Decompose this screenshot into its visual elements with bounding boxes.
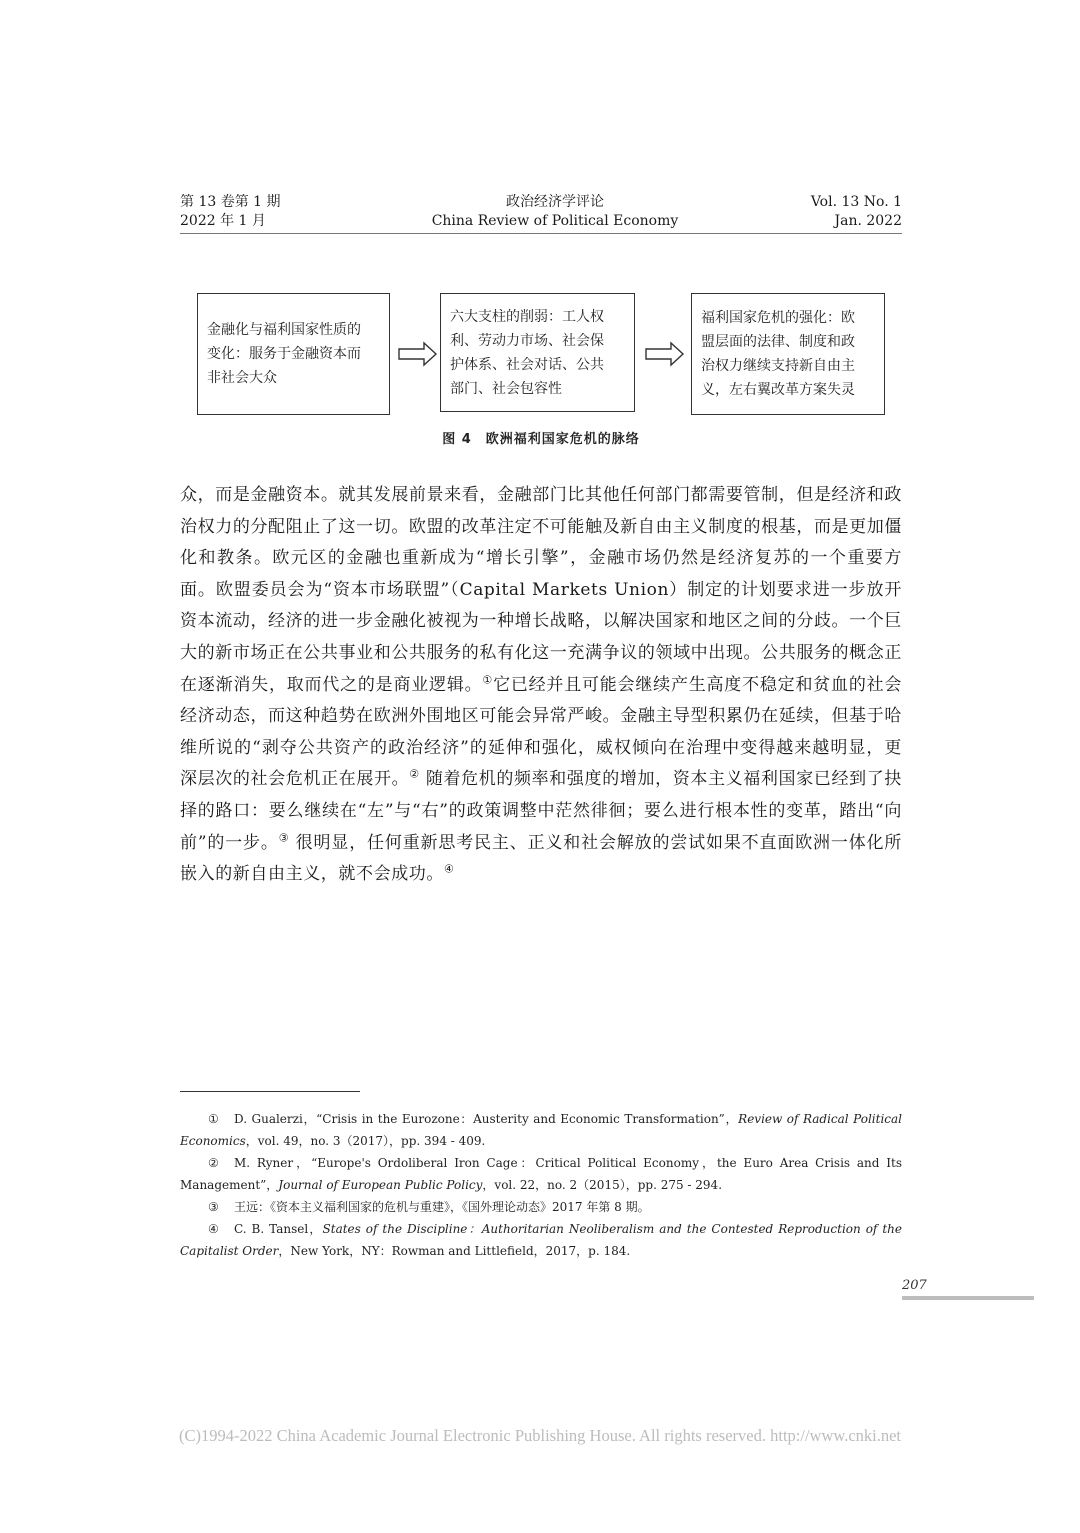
figure-caption: 图 4 欧洲福利国家危机的脉络: [442, 432, 640, 447]
footnote-text: D. Gualerzi，“Crisis in the Eurozone：Austerity and Economic Transformation”，: [234, 1112, 739, 1126]
footnote-ref-3[interactable]: ③: [278, 830, 290, 844]
footnote-2: [180, 1152, 902, 1196]
footnote-journal: Journal of European Public Policy: [278, 1178, 483, 1192]
figure-box-1-line: 非社会大众: [207, 370, 277, 386]
footnote-mark: ①: [208, 1112, 219, 1126]
footnote-text: 王远：《资本主义福利国家的危机与重建》，《国外理论动态》2017 年第 8 期。: [234, 1200, 650, 1214]
figure-box-2-line: 六大支柱的削弱：工人权: [450, 308, 604, 325]
figure-box-2-line: 护体系、社会对话、公共: [450, 356, 604, 373]
body-text: 众，而是金融资本。就其发展前景来看，金融部门比其他任何部门都需要管制，但是经济和政治权力的分配阻止了这一切。欧盟的改革注定不可能触及新自由主义制度的根基，而是更加僵化和教条。欧元区的金融也重新成为“增长引擎”，金融市场仍然是经济复苏的一个重要方面。欧盟委员会为“资本市场联盟”（Capital Markets Union）制定的计划要求进一步放开资本流动，经济的进一步金融化被视为一种增长战略，以解决国家和地区之间的分歧。一个巨大的新市场正在公共事业和公共服务的私有化这一充满争议的领域中出现。公共服务的概念正在逐渐消失，取而代之的是商业逻辑。: [180, 485, 902, 695]
journal-issue-en: [811, 193, 902, 231]
figure-box-1-line: 金融化与福利国家性质的: [207, 322, 361, 338]
footnote-text: C. B. Tansel，: [234, 1222, 323, 1236]
journal-title: [390, 193, 720, 231]
figure-box-3-line: 福利国家危机的强化：欧: [701, 310, 855, 326]
double-outline-arrow-right-icon: [645, 341, 685, 367]
issue-date: 2022 年 1 月: [180, 213, 266, 229]
page-number-rule: [902, 1296, 1034, 1300]
body-text: 它已经并且可能会继续产生高度不稳定和贫血的社会经济动态，而这种趋势在欧洲外围地区可能会异常严峻。金融主导型积累仍在延续，但基于哈维所说的“剥夺公共资产的政治经济”的延伸和强化，威权倾向在治理中变得越来越明显，更深层次的社会危机正在展开。: [180, 674, 902, 790]
footnote-ref-1[interactable]: ①: [482, 672, 494, 686]
body-paragraph: [180, 480, 902, 891]
copyright-notice: (C)1994-2022 China Academic Journal Electronic Publishing House. All rights reserved. http://www.cnki.net: [178, 1426, 902, 1445]
figure-box-3-line: 盟层面的法律、制度和政: [701, 334, 855, 350]
body-text: 随着危机的频率和强度的增加，资本主义福利国家已经到了抉择的路口：要么继续在“左”与“右”的政策调整中茫然徘徊；要么进行根本性的变革，踏出“向前”的一步。: [180, 769, 902, 853]
footnote-mark: ③: [208, 1200, 219, 1214]
footnote-ref-4[interactable]: ④: [444, 862, 455, 876]
figure-box-2-line: 利、劳动力市场、社会保: [450, 332, 604, 349]
footnote-text: ，vol. 22，no. 2（2015），pp. 275 - 294.: [482, 1178, 723, 1192]
journal-issue: [180, 193, 281, 231]
figure-box-3-line: 治权力继续支持新自由主: [701, 358, 855, 374]
footnote-book-title: States of the Discipline：Authoritarian Neoliberalism and the Contested Reproduction of the Capitalist Order: [180, 1222, 902, 1258]
figure-box-2-line: 部门、社会包容性: [450, 380, 562, 397]
volume-issue: 第 13 卷第 1 期: [180, 194, 281, 210]
journal-title-cn: 政治经济学评论: [506, 194, 604, 210]
figure-box-2: [440, 293, 635, 412]
footnote-text: ，vol. 49，no. 3（2017），pp. 394 - 409.: [245, 1134, 486, 1148]
footnote-text: M. Ryner，“Europe's Ordoliberal Iron Cage：Critical Political Economy，the Euro Area Crisis and Its Management”，: [180, 1156, 902, 1192]
footnote-4: [180, 1218, 902, 1262]
footnote-mark: ④: [208, 1222, 219, 1236]
footnote-3: [180, 1196, 902, 1218]
figure-box-3-line: 义，左右翼改革方案失灵: [701, 382, 855, 398]
footnote-text: ，New York，NY：Rowman and Littlefield，2017，p. 184.: [278, 1244, 631, 1258]
footnotes: [180, 1108, 902, 1262]
volume-issue-en: Vol. 13 No. 1: [810, 194, 902, 210]
figure-box-1-line: 变化：服务于金融资本而: [207, 346, 361, 362]
figure-box-1: [197, 293, 390, 415]
footnote-ref-2[interactable]: ②: [409, 767, 420, 781]
page-number: 207: [902, 1278, 927, 1293]
footnote-rule: [180, 1091, 360, 1092]
figure-box-3: [691, 293, 885, 415]
journal-title-en: China Review of Political Economy: [431, 213, 679, 229]
double-outline-arrow-right-icon: [398, 341, 438, 367]
body-text: 很明显，任何重新思考民主、正义和社会解放的尝试如果不直面欧洲一体化所嵌入的新自由主义，就不会成功。: [180, 832, 902, 885]
footnote-journal: Review of Radical Political Economics: [180, 1112, 902, 1148]
header-rule: [180, 233, 902, 234]
footnote-1: [180, 1108, 902, 1152]
issue-date-en: Jan. 2022: [834, 213, 902, 229]
footnote-mark: ②: [208, 1156, 219, 1170]
